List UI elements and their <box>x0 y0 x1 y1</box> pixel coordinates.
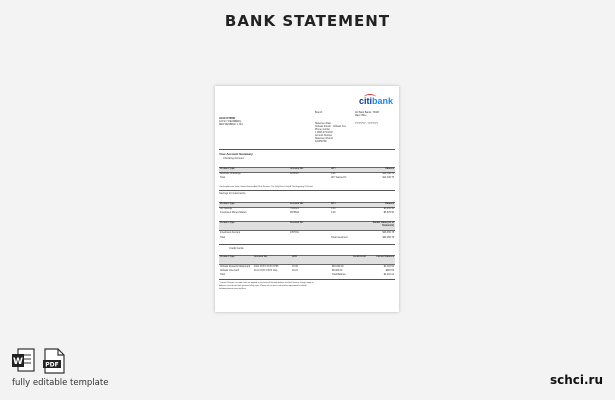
table-header <box>219 255 395 265</box>
savings-title: Savings & Investments <box>219 192 246 195</box>
table-cell: $12,345.75 <box>382 177 394 179</box>
table-cell: Investment Money Market <box>220 212 247 214</box>
table-cell: 0.01 <box>331 173 336 175</box>
meta-label: Account Number <box>315 135 333 137</box>
table-cell: $987.65 <box>385 270 394 272</box>
word-file-icon[interactable] <box>12 348 34 374</box>
meta-label: Citibank branch <box>315 126 331 128</box>
table-header-cell: Current Balance <box>376 256 394 258</box>
table-cell: $10,000.00 <box>332 266 344 268</box>
table-header <box>219 167 395 173</box>
summary-title: Your Account Summary <box>219 152 253 156</box>
meta-value: Citi Bank Banks, T0408 <box>355 112 379 114</box>
meta-value: Citibank N.A. <box>333 126 347 128</box>
table-header-cell: Product Type <box>220 203 235 205</box>
brand-watermark[interactable]: schci.ru <box>549 373 603 387</box>
table-cell: Business Checkings <box>220 173 241 175</box>
table-header-cell: Product Type <box>220 222 235 224</box>
table-cell: $23,456.78 <box>382 232 394 234</box>
table-cell: 4111 XXXX XXXX 1111 <box>254 270 278 272</box>
table-cell: 9876543 <box>290 212 299 214</box>
table-cell: $3,456.10 <box>383 208 394 210</box>
table-cell: $12,345.75 <box>382 173 394 175</box>
table-cell: 1234567 <box>290 173 299 175</box>
table-cell: Total <box>220 274 225 276</box>
table-header-cell: Balance <box>385 168 394 170</box>
table-cell: APY Earned % <box>331 177 347 179</box>
table-cell: 7654321 <box>290 208 299 210</box>
note-text: including interest rates and fees. <box>219 288 247 290</box>
table-header-cell: APY <box>331 203 336 205</box>
table-cell: Investment Account <box>220 232 241 234</box>
table-cell: Citibank Rewards Mastercard <box>220 266 251 268</box>
table-cell: Total <box>220 177 225 179</box>
table-header-cell: Account No. <box>290 168 304 170</box>
note-text: balances carried over from previous billing cycle. Please refer to your card member agreement for details. <box>219 285 308 287</box>
table-cell: 0.50 <box>331 208 336 210</box>
account-holder-address-2: NEW DENBRAK 1 JS3 <box>219 124 243 126</box>
table-cell: Total Investment <box>331 237 348 239</box>
table-cell: 18.24 <box>292 270 298 272</box>
table-cell: 0.40 <box>331 212 336 214</box>
table-header-cell: Credit Limit <box>353 256 366 258</box>
divider <box>219 244 395 245</box>
divider <box>219 149 395 150</box>
table-header-cell: APY <box>331 168 336 170</box>
statement-document <box>215 86 399 312</box>
table-header <box>219 221 395 231</box>
table-header-cell: Account No. <box>290 222 304 224</box>
svg-text:PDF: PDF <box>45 361 59 369</box>
table-cell: Citi Savings <box>220 208 233 210</box>
table-cell: $1,234.56 <box>383 266 394 268</box>
summary-subtitle: Checking Account <box>223 157 244 160</box>
meta-value: 123456789 <box>315 141 327 143</box>
meta-label: Statement Date <box>315 123 331 125</box>
svg-text:W: W <box>13 357 23 367</box>
table-cell: $2,222.21 <box>383 274 394 276</box>
table-cell: $5,678.90 <box>383 212 394 214</box>
account-holder-name: JOHN CITIBNK <box>219 118 236 120</box>
table-cell: $23,456.78 <box>382 237 394 239</box>
divider <box>219 190 395 191</box>
table-cell: 1357911 <box>290 232 299 234</box>
meta-label: Phone number <box>315 129 331 131</box>
table-header-cell: APR <box>292 256 297 258</box>
page-title: BANK STATEMENT <box>224 12 391 30</box>
footer-caption: fully editable template <box>12 378 109 388</box>
table-header-cell: Market Value (As of Statement) <box>372 222 394 227</box>
table-header <box>219 202 395 208</box>
table-cell: Total Balance <box>332 274 346 276</box>
table-header-cell: Product Type <box>220 256 235 258</box>
citibank-logo: citibank <box>358 96 393 106</box>
table-header-cell: Product Type <box>220 168 235 170</box>
note-text: Checking Account Value, Interest Earned And Other Services. The Daily Rate Is Set At The Beginning Of Period. <box>219 186 313 188</box>
account-holder-address-1: 123 W 7 DEANBERG, <box>219 121 242 123</box>
divider <box>219 279 395 280</box>
table-header-cell: Balance <box>385 203 394 205</box>
note-text: * Interest Charges on credit cards are applied on the basis of the daily balance method. Finance charges apply to <box>219 282 314 284</box>
table-cell: $5,000.00 <box>332 270 343 272</box>
table-cell: 4321 XXXX XXXX 8765 <box>254 266 279 268</box>
table-cell: Total <box>220 237 225 239</box>
table-cell: Citibank Visa Card <box>220 270 239 272</box>
meta-value: 1 (800) 374-9700 <box>315 132 333 134</box>
pdf-file-icon[interactable] <box>43 348 65 374</box>
table-header-cell: Account No. <box>254 256 268 258</box>
table-cell: 15.99 <box>292 266 298 268</box>
table-header-cell: Account No. <box>290 203 304 205</box>
meta-label: Branch <box>315 112 323 114</box>
credit-title: Credit Cards <box>229 247 244 250</box>
meta-label: Statement Period <box>315 138 333 140</box>
meta-value: YY/YY/YY - YY/YY/YY <box>355 123 378 125</box>
meta-value: Main Office <box>355 115 367 117</box>
